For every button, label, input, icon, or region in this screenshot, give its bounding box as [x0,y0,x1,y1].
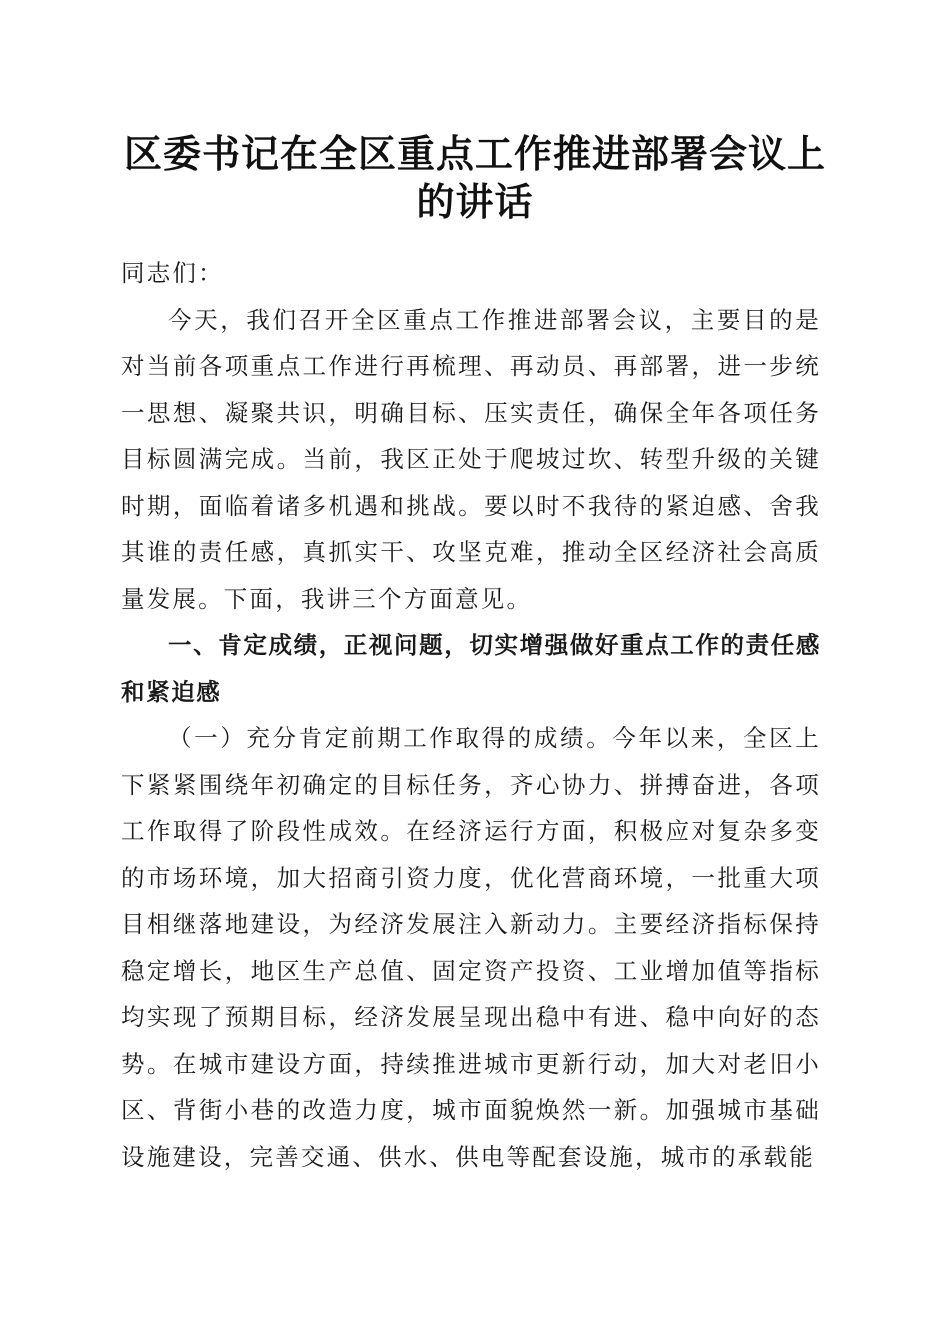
section-heading-1: 一、肯定成绩，正视问题，切实增强做好重点工作的责任感和紧迫感 [121,631,821,706]
salutation: 同志们： [121,259,224,287]
document-body [121,250,821,1180]
document-title: 区委书记在全区重点工作推进部署会议上的讲话 [123,131,826,224]
subsection-paragraph-1: （一）充分肯定前期工作取得的成绩。今年以来，全区上下紧紧围绕年初确定的目标任务，齐心协力、拼搏奋进，各项工作取得了阶段性成效。在经济运行方面，积极应对复杂多变的市场环境，加大招商引资力度，优化营商环境，一批重大项目相继落地建设，为经济发展注入新动力。主要经济指标保持稳定增长，地区生产总值、固定资产投资、工业增加值等指标均实现了预期目标，经济发展呈现出稳中有进、稳中向好的态势。在城市建设方面，持续推进城市更新行动，加大对老旧小区、背街小巷的改造力度，城市面貌焕然一新。加强城市基础设施建设，完善交通、供水、供电等配套设施，城市的承载能 [121,724,821,1171]
intro-paragraph: 今天，我们召开全区重点工作推进部署会议，主要目的是对当前各项重点工作进行再梳理、再动员、再部署，进一步统一思想、凝聚共识，明确目标、压实责任，确保全年各项任务目标圆满完成。当前，我区正处于爬坡过坎、转型升级的关键时期，面临着诸多机遇和挑战。要以时不我待的紧迫感、舍我其谁的责任感，真抓实干、攻坚克难，推动全区经济社会高质量发展。下面，我讲三个方面意见。 [121,305,821,613]
